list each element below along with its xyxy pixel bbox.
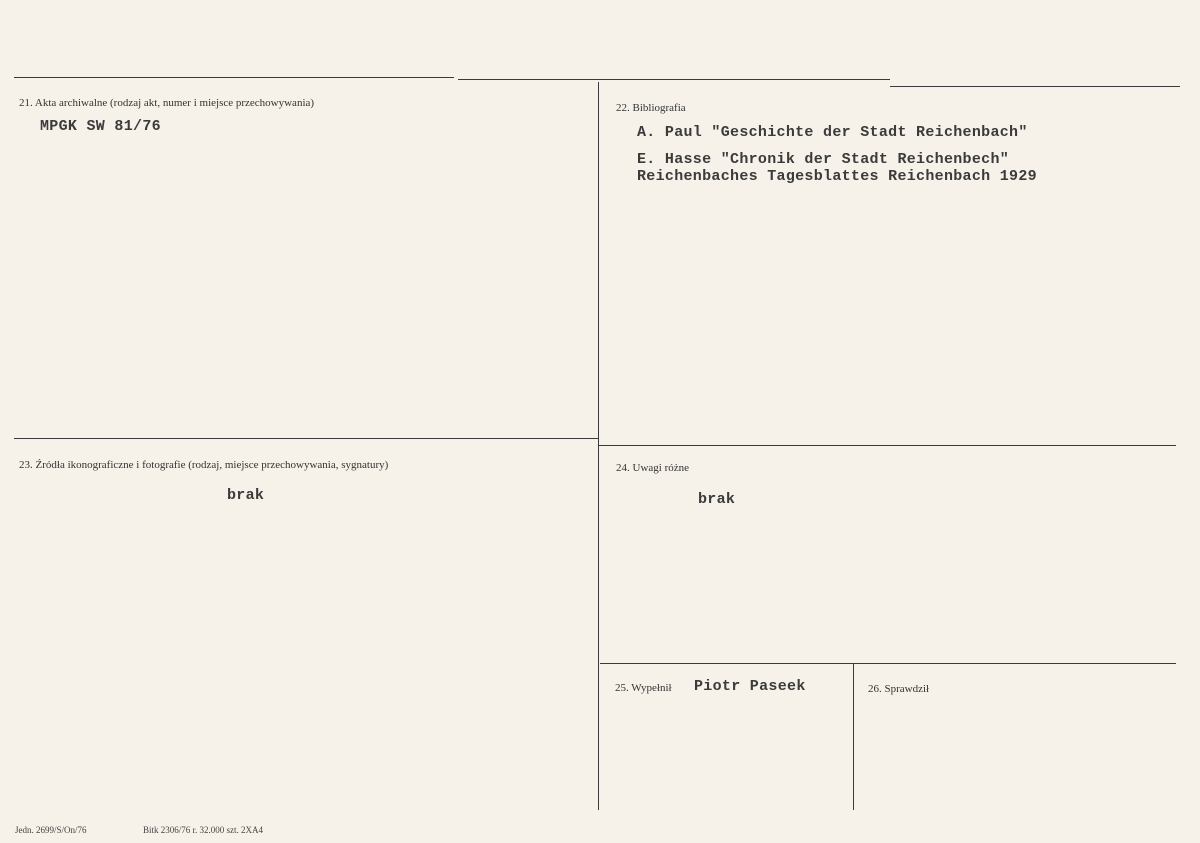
field-26-label: 26. Sprawdził [868, 683, 930, 695]
signature-row-rule [600, 663, 1176, 664]
middle-rule-left [14, 438, 599, 439]
field-25-value: Piotr Paseek [694, 678, 806, 695]
field-24-label: 24. Uwagi różne [616, 462, 690, 474]
top-rule-left [14, 77, 454, 78]
field-22-label: 22. Bibliografia [616, 102, 686, 114]
field-23-value: brak [227, 487, 265, 504]
field-23-label: 23. Źródła ikonograficzne i fotografie (rodzaj, miejsce przechowywania, sygnatury) [19, 459, 389, 471]
field-25-label: 25. Wypełnił [615, 682, 672, 694]
field-21-value: MPGK SW 81/76 [40, 118, 161, 135]
middle-rule-right [599, 445, 1176, 446]
signature-divider [853, 664, 854, 810]
center-divider [598, 82, 599, 810]
footer-print-run: Bitk 2306/76 r. 32.000 szt. 2XA4 [143, 825, 264, 835]
field-24-value: brak [698, 491, 736, 508]
bibliography-line-3: Reichenbaches Tagesblattes Reichenbach 1929 [637, 168, 1037, 185]
bibliography-line-1: A. Paul "Geschichte der Stadt Reichenbach" [637, 124, 1028, 141]
bibliography-line-2: E. Hasse "Chronik der Stadt Reichenbech" [637, 151, 1010, 168]
footer-print-code: Jedn. 2699/S/On/76 [15, 825, 87, 835]
top-rule-right [890, 86, 1180, 87]
top-rule-middle [458, 79, 890, 80]
field-21-label: 21. Akta archiwalne (rodzaj akt, numer i miejsce przechowywania) [19, 97, 315, 109]
